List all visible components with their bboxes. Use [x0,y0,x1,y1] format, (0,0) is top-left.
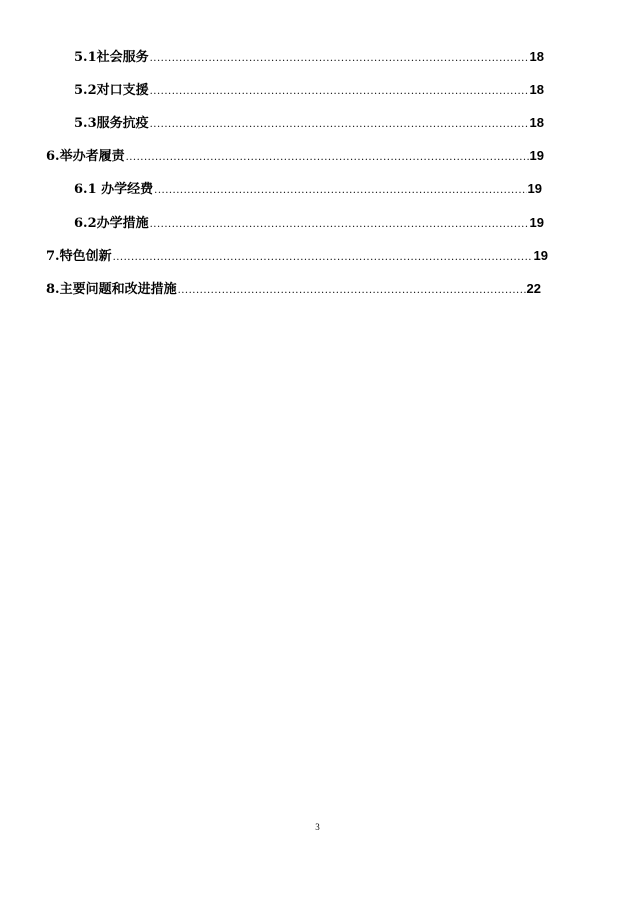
toc-entry-label: 6.2办学措施 [74,216,149,231]
toc-entry-page: 22 [526,281,541,296]
toc-dot-leader [113,252,533,263]
toc-entry-label: 6.1 办学经费 [74,182,154,197]
toc-dot-leader [150,86,529,97]
toc-dot-leader [150,119,529,130]
toc-entry-6[interactable] [46,145,544,165]
toc-entry-page: 19 [533,248,548,263]
toc-entry-label: 5.3服务抗疫 [74,116,149,131]
toc-dot-leader [150,219,529,230]
toc-entry-page: 18 [529,115,544,130]
toc-dot-leader [150,53,529,64]
toc-entry-page: 19 [527,181,542,196]
toc-entry-page: 19 [529,148,544,163]
toc-dot-leader [126,152,529,163]
toc-entry-8[interactable] [46,278,541,298]
toc-entry-page: 18 [529,49,544,64]
toc-entry-label: 5.2对口支援 [74,83,149,98]
toc-entry-7[interactable] [46,245,548,265]
toc-entry-label: 8.主要问题和改进措施 [46,282,177,297]
toc-entry-5-3[interactable] [74,112,544,132]
toc-entry-label: 6.举办者履责 [46,149,125,164]
toc-entry-5-2[interactable] [74,79,544,99]
toc-dot-leader [154,185,526,196]
toc-dot-leader [178,285,526,296]
toc-entry-6-2[interactable] [74,212,544,232]
toc-entry-5-1[interactable] [74,46,544,66]
toc-entry-page: 18 [529,82,544,97]
toc-entry-6-1[interactable] [74,178,542,198]
toc-entry-page: 19 [529,215,544,230]
page-number: 3 [315,822,320,832]
toc-entry-label: 5.1社会服务 [74,50,149,65]
toc-entry-label: 7.特色创新 [46,249,112,264]
